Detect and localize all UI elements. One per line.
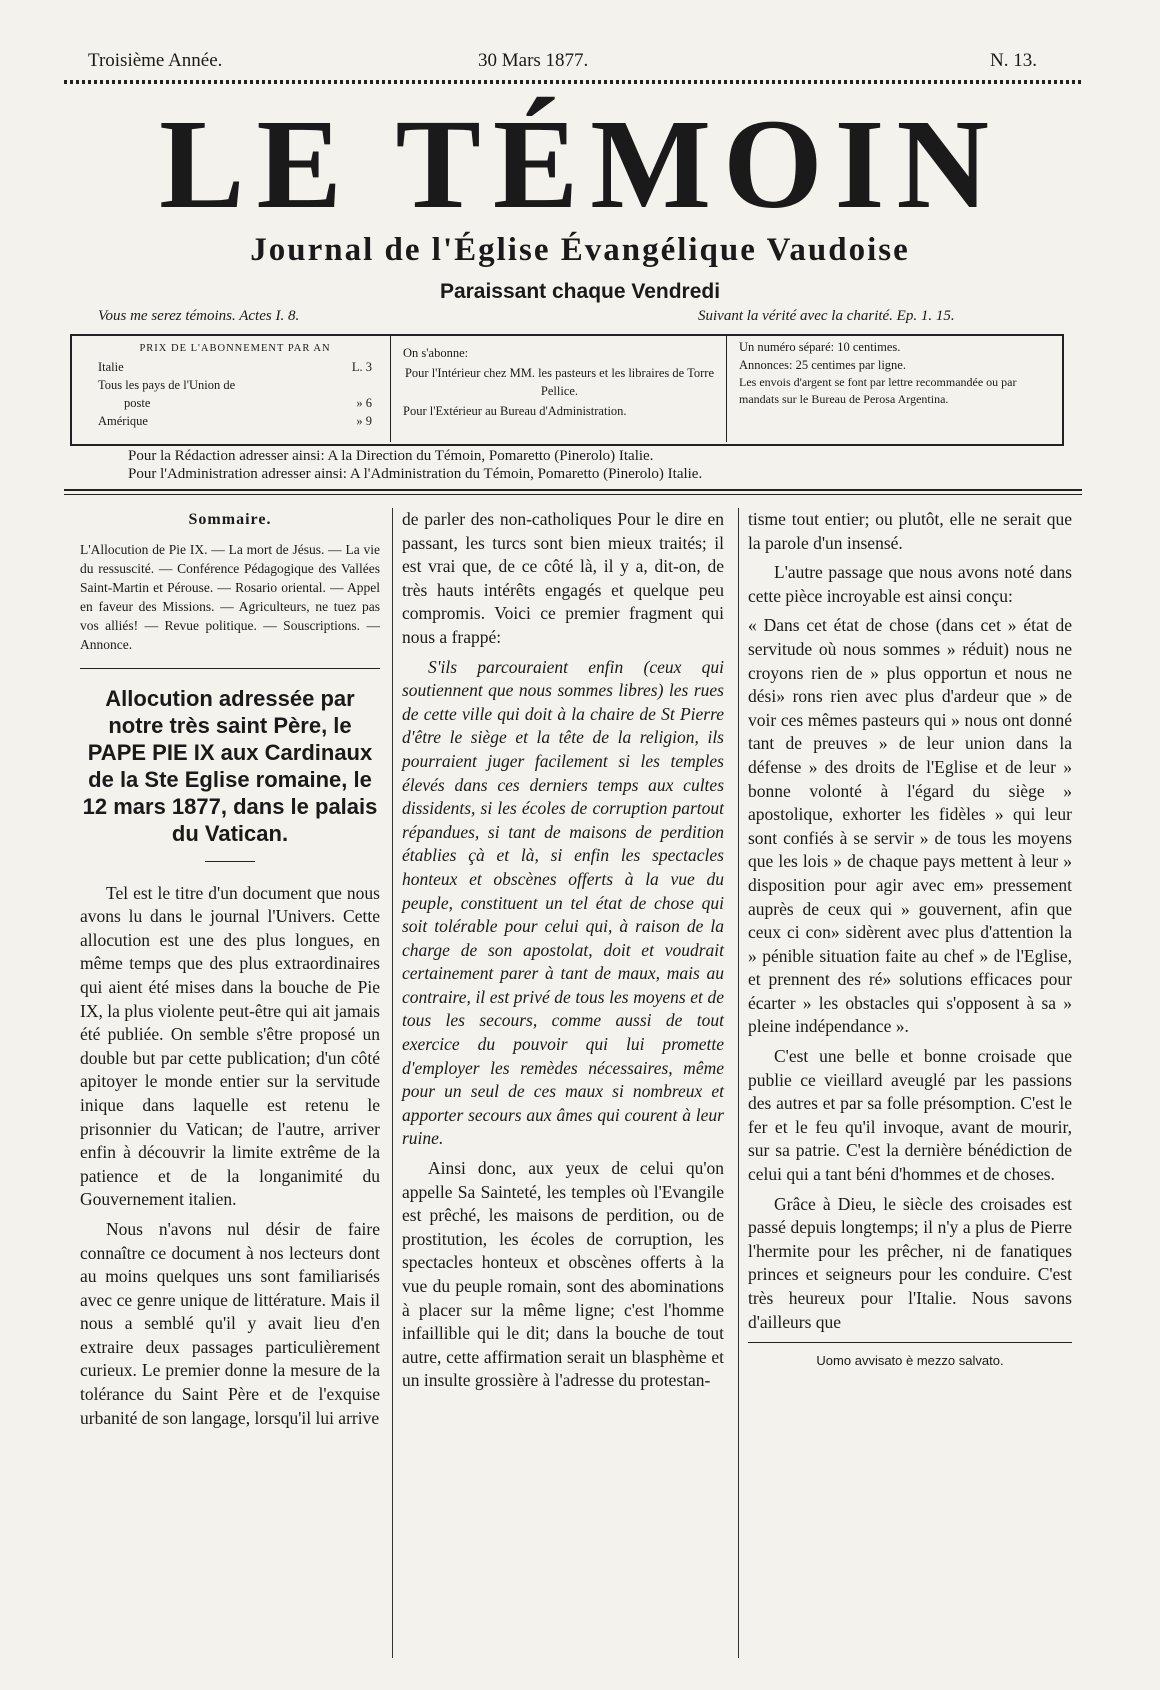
pricing-note: Annonces: 25 centimes par ligne. [739,358,906,372]
paragraph: Tel est le titre d'un document que nous avons lu dans le journal l'Univers. Cette allocution est une des plus longues, en même temps que des plus extraordinaires qui aient été mises dans la bouche de Pie IX, la plus violente peut-être qui ait jamais été publiée. On semble s'être proposé un double but par cette publication; d'un côté apitoyer le monde entier sur la servitude inique dans laquelle est retenu le prisonnier du Vatican; de l'autre, arriver enfin à découvrir la limite extrême de la patience et de la longanimité du Gouvernement italien. [80,882,380,1210]
pricing-notes-column [726,336,1060,442]
frequency-line: Paraissant chaque Vendredi [439,280,721,303]
paragraph: C'est une belle et bonne croisade que publie ce vieillard aveuglé par les passions des autres et par sa folle présomption. C'est le fer et le feu qu'il invoque, avant de mourir, sur sa patrie. C'est la dernière bénédiction de celui qui a tant béni d'hommes et de choses. [748,1046,1072,1185]
article-headline: Allocution adressée par notre très saint Père, le PAPE PIE IX aux Cardinaux de la Ste Eglise romaine, le 12 mars 1877, dans le palais du Vatican. [82,685,378,846]
header-bottom-rule [64,494,1082,495]
pricing-note: Un numéro séparé: 10 centimes. [739,340,901,354]
paragraph: Grâce à Dieu, le siècle des croisades est passé depuis longtemps; il n'y a plus de Pierre l'hermite pour les prêcher, ni de fanatiques princes et seigneurs pour les conduire. C'est très heureux pour l'Italie. Nous savons d'ailleurs que [748,1193,1072,1332]
paragraph: tisme tout entier; ou plutôt, elle ne serait que la parole d'un insensé. [748,509,1072,553]
issue-number: N. 13. [990,50,1037,71]
top-rule [64,80,1082,84]
price-column [72,336,390,442]
paragraph: de parler des non-catholiques Pour le dire en passant, les turcs sont bien mieux traités; il est vrai que, de ce côté là, il y a, dit-on, de très hauts intérêts engagés et quelque peu compromis. Voici ce premier fragment qui nous a frappé: [402,509,724,647]
issue-date: 30 Mars 1877. [478,50,589,71]
headline-dash [205,861,255,862]
masthead-subtitle: Journal de l'Église Évangélique Vaudoise [250,232,910,268]
pricing-note: Les envois d'argent se font par lettre recommandée ou par mandats sur le Bureau de Perosa Argentina. [739,375,1017,406]
price-row: Tous les pays de l'Union de [98,378,236,392]
column-3 [748,508,1072,1373]
address-line: Pour l'Administration adresser ainsi: A l'Administration du Témoin, Pomaretto (Pinerolo) Italie. [128,466,703,482]
quoted-paragraph: S'ils parcouraient enfin (ceux qui soutiennent que nous sommes libres) les rues de cette ville qui doit à la chaire de St Pierre d'être le siège et la tête de la religion, ils pourraient juger facilement si les temples élevés dans ces derniers temps aux cultes dissidents, si les écoles de corruption partout répandues, si tant de maisons de perdition établies çà et là, si enfin les spectacles honteux et obscènes offerts à la vue du peuple, constituent un tel état de chose qui soit tolérable pour celui qui, à raison de la charge de son apostolat, doit et voudrait certainement parer à tant de maux, mais au contraire, il est privé de tous les moyens et de tous les secours, comme aussi de tout exercice du pouvoir qui lui promette d'employer les remèdes nécessaires, même pour un seul de ces maux si nombreux et apporter secours aux âmes qui courent à leur ruine. [402,656,724,1149]
section-rule [80,668,380,669]
year-label: Troisième Année. [88,50,223,71]
sommaire-text: L'Allocution de Pie IX. — La mort de Jésus. — La vie du ressuscité. — Conférence Pédagogique des Vallées Saint-Martin et Pérouse. — Rosario oriental. — Appel en faveur des Missions. — Agriculteurs, ne tuez pas vos alliés! — Revue politique. — Souscriptions. — Annonce. [80,541,380,652]
subscribe-column [390,336,726,442]
subscribe-text: Pour l'Intérieur chez MM. les pasteurs et les libraires de Torre Pellice. [404,366,715,398]
sommaire-title: Sommaire. [188,511,272,528]
column-divider [392,508,393,1658]
price-heading: PRIX DE L'ABONNEMENT PAR AN [139,343,331,354]
column-divider [738,508,739,1658]
paragraph: Nous n'avons nul désir de faire connaître ce document à nos lecteurs dont au moins quelques uns sont familiarisés avec ce genre unique de littérature. Mais il nous a semblé qu'il y avait lieu d'en extraire deux passages particulièrement curieux. Le premier donne la mesure de la tolérance du Saint Père et de l'exquise urbanité de son langage, lorsqu'il lui arrive [80,1218,380,1428]
subscription-box [70,334,1064,446]
quoted-paragraph: « Dans cet état de chose (dans cet » état de servitude où nous sommes » réduit) nous ne croyons rien de » plus opportun et nous ne dési» rons rien avec plus d'ardeur que » de voir ces mêmes pasteurs qui » nous ont donné tant de preuves » de leur union dans la défense » des droits de l'Eglise et de leur » bonne volonté à l'égard du siège » apostolique, exhorter les fidèles » qui leur sont confiés à se servir » de tous les moyens que les lois » de chaque pays mettent à leur » disposition pour agir avec em» pressement auprès de ceux qui » gouvernent, afin que ceux ci con» sidèrent avec plus d'attention la » pénible situation faite au chef » de l'Eglise, et prennent des ré» solutions efficaces pour écarter » les obstacles qui s'opposent à sa » pleine indépendance ». [748,615,1072,1037]
footer-rule [748,1342,1072,1343]
motto-right: Suivant la vérité avec la charité. Ep. 1. 15. [698,308,955,324]
header-bottom-rule [64,489,1082,491]
motto-left: Vous me serez témoins. Actes I. 8. [98,308,300,324]
column-2 [402,508,724,1399]
masthead-title: LE TÉMOIN [159,93,1001,235]
price-row: Amérique » 9 [98,414,372,428]
price-row: Italie L. 3 [98,360,372,374]
paragraph: L'autre passage que nous avons noté dans cette pièce incroyable est ainsi conçu: [748,562,1072,606]
paragraph: Ainsi donc, aux yeux de celui qu'on appelle Sa Sainteté, les temples où l'Evangile est prêché, les maisons de perdition, ou de prostitution, les écoles de corruption, les spectacles honteux et obscènes offerts à la vue du peuple romain, sont des abominations à placer sur la même ligne; c'est l'homme infaillible qui le dit; dans la bouche de tout autre, cette affirmation serait un blasphème et un insulte grossière à l'adresse du protestan- [402,1158,724,1391]
subscribe-text: Pour l'Extérieur au Bureau d'Administration. [403,404,627,418]
subscribe-text: On s'abonne: [403,346,469,360]
column-1 [80,508,380,1436]
address-line: Pour la Rédaction adresser ainsi: A la Direction du Témoin, Pomaretto (Pinerolo) Italie. [128,448,654,464]
price-row: poste » 6 [124,396,372,410]
footer-note: Uomo avvisato è mezzo salvato. [816,1353,1004,1369]
